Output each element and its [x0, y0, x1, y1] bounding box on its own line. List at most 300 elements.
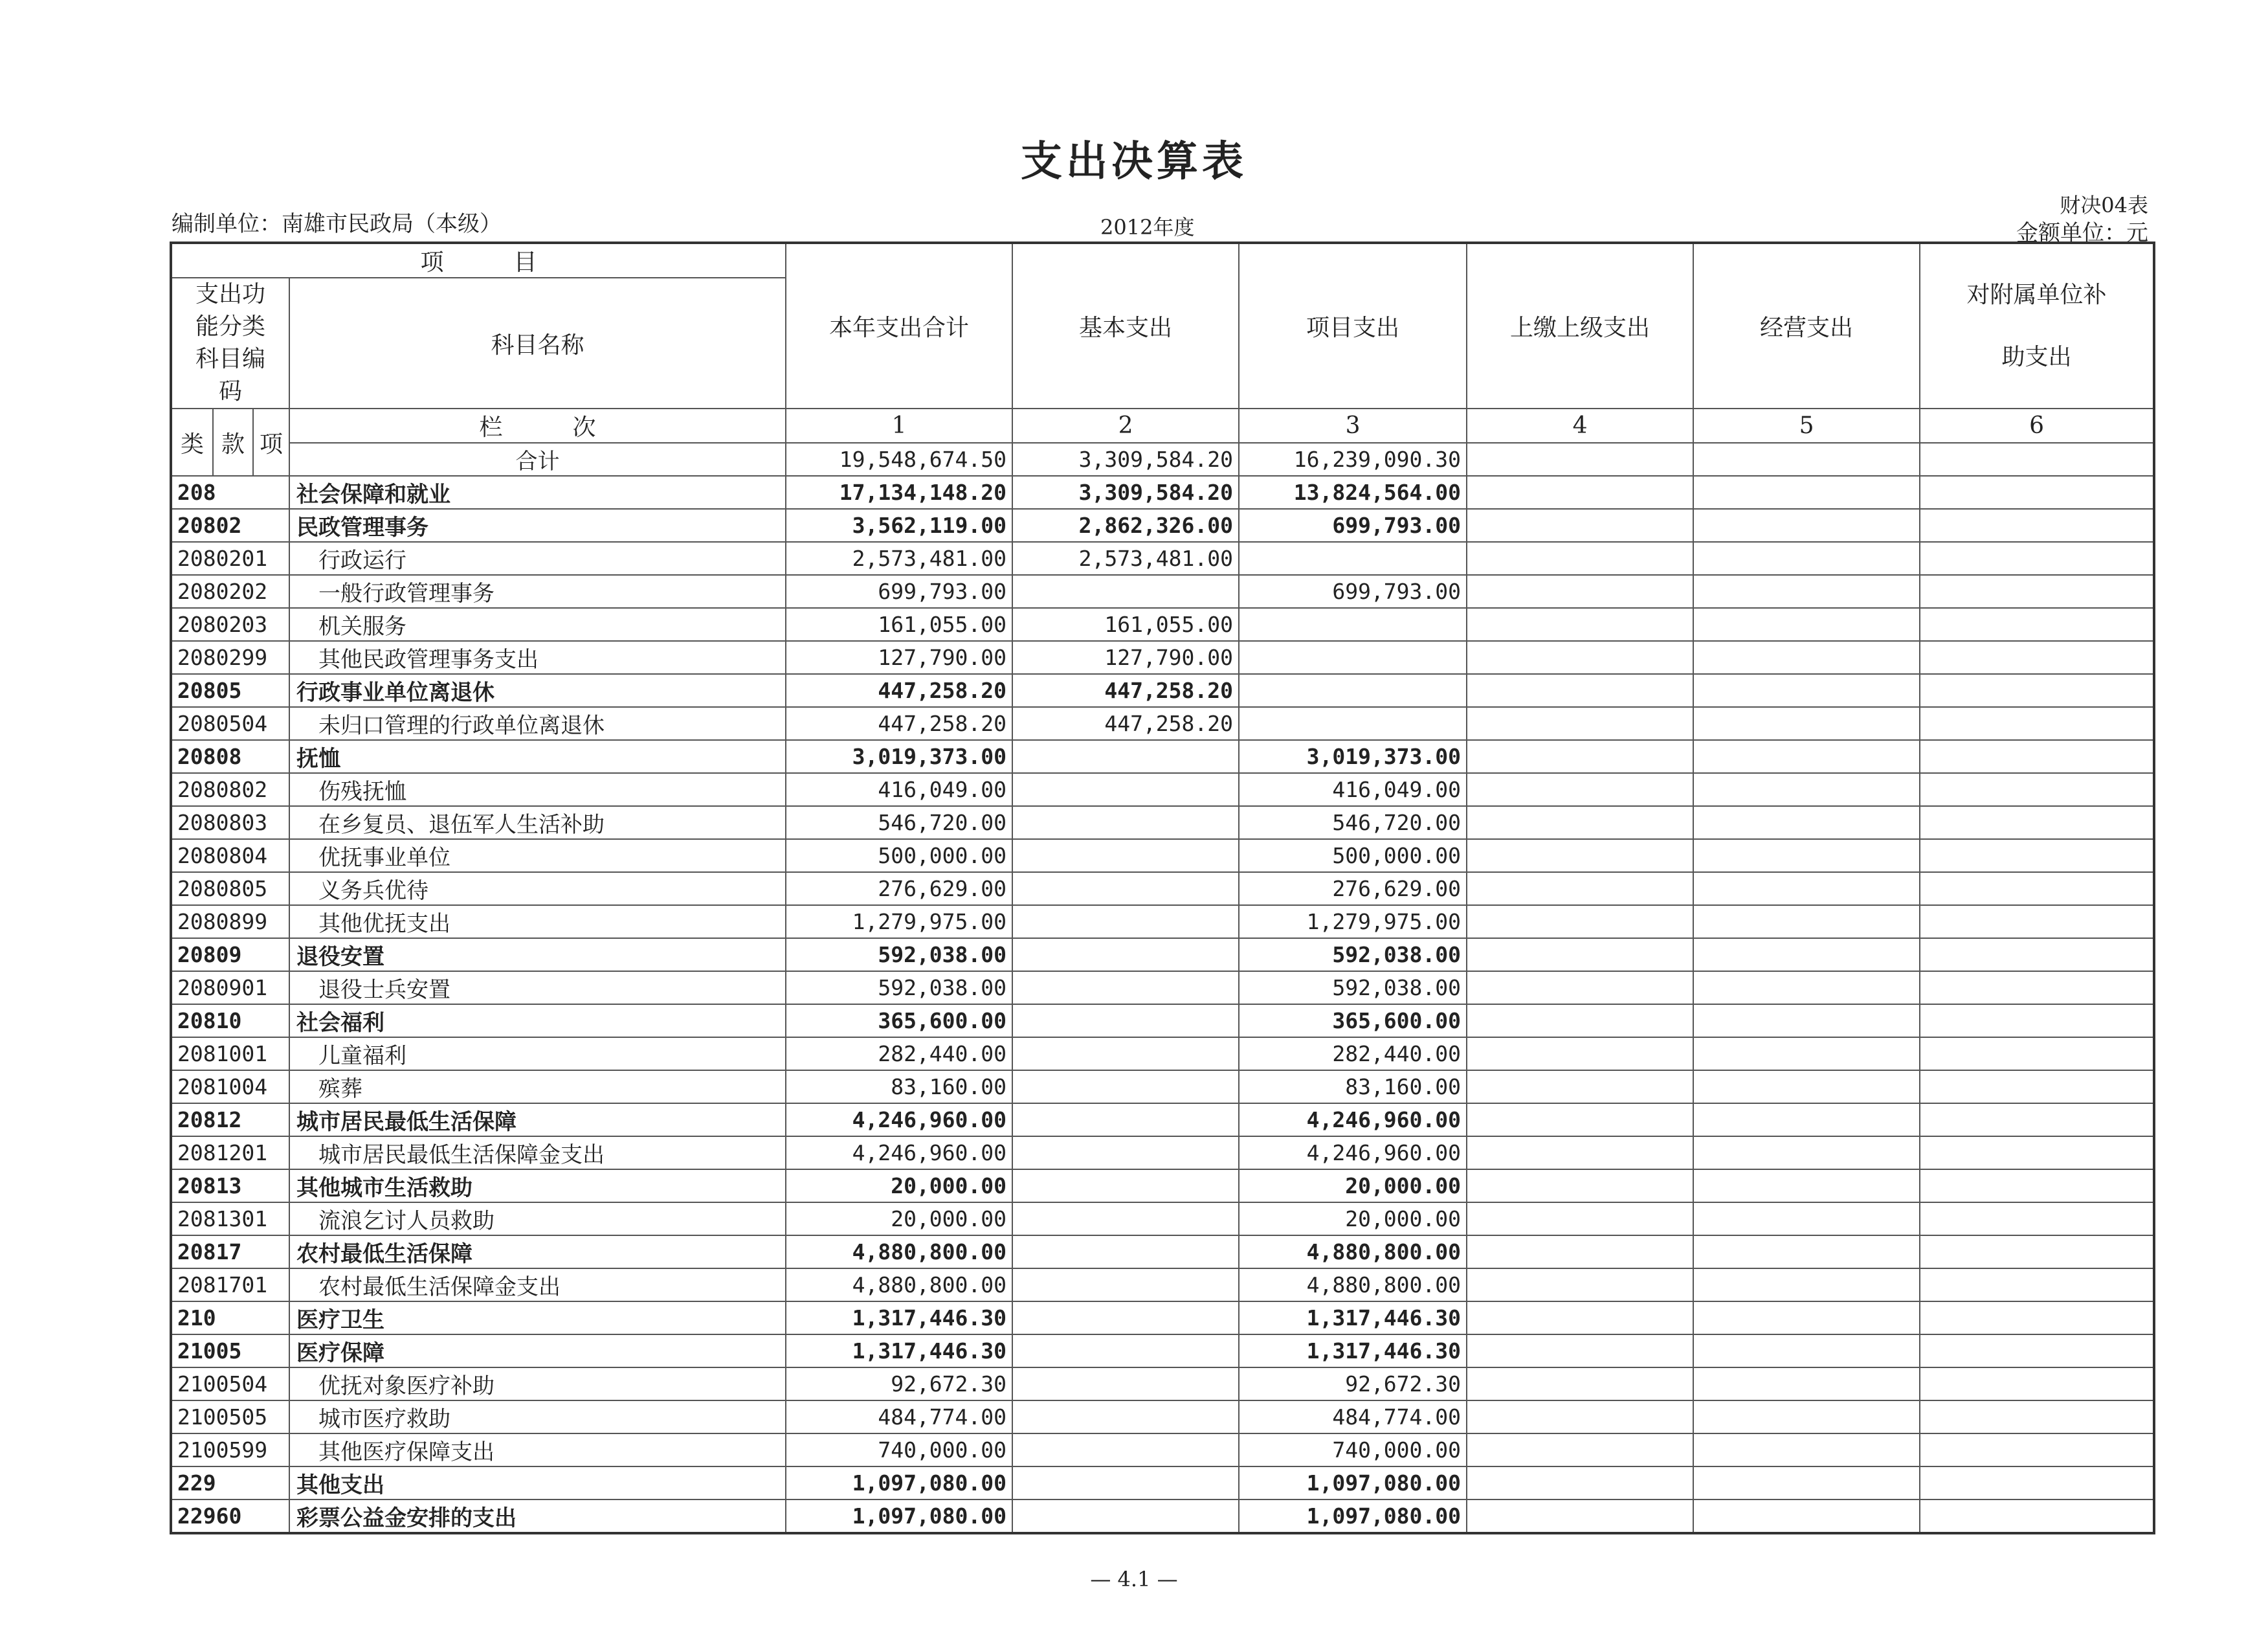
- basic-expenditure: [1012, 1334, 1239, 1367]
- subsidy-expenditure: [1920, 839, 2154, 872]
- subject-name: 机关服务: [289, 608, 786, 641]
- operating-expenditure: [1693, 740, 1920, 773]
- col-number-6: 6: [1920, 409, 2154, 443]
- remit-expenditure: [1467, 1103, 1693, 1136]
- table-row: [171, 1037, 2154, 1070]
- total-col6: [1920, 443, 2154, 476]
- project-expenditure: 740,000.00: [1239, 1433, 1467, 1466]
- table-row: [171, 1268, 2154, 1301]
- operating-expenditure: [1693, 1433, 1920, 1466]
- total-expenditure: 4,246,960.00: [786, 1103, 1012, 1136]
- total-col3: 16,239,090.30: [1239, 443, 1467, 476]
- operating-expenditure: [1693, 1235, 1920, 1268]
- subsidy-expenditure: [1920, 1136, 2154, 1169]
- basic-expenditure: 2,862,326.00: [1012, 509, 1239, 542]
- subject-code: 2080901: [171, 971, 289, 1004]
- subject-code: 2100505: [171, 1400, 289, 1433]
- subject-code: 2080201: [171, 542, 289, 575]
- basic-expenditure: [1012, 1301, 1239, 1334]
- subject-name: 彩票公益金安排的支出: [289, 1499, 786, 1533]
- basic-expenditure: [1012, 938, 1239, 971]
- basic-expenditure: 2,573,481.00: [1012, 542, 1239, 575]
- basic-expenditure: [1012, 1433, 1239, 1466]
- subject-name: 退役安置: [289, 938, 786, 971]
- remit-expenditure: [1467, 938, 1693, 971]
- subject-code: 2080299: [171, 641, 289, 674]
- table-row: [171, 1004, 2154, 1037]
- subject-name: 在乡复员、退伍军人生活补助: [289, 806, 786, 839]
- remit-expenditure: [1467, 542, 1693, 575]
- subject-code: 20812: [171, 1103, 289, 1136]
- reporting-unit: 编制单位：南雄市民政局（本级）: [172, 211, 502, 237]
- total-col1: 19,548,674.50: [786, 443, 1012, 476]
- fiscal-year: 2012年度: [1100, 215, 1195, 240]
- subject-code: 2080504: [171, 707, 289, 740]
- project-expenditure: 1,317,446.30: [1239, 1334, 1467, 1367]
- subsidy-expenditure: [1920, 1268, 2154, 1301]
- operating-expenditure: [1693, 971, 1920, 1004]
- subsidy-expenditure: [1920, 476, 2154, 509]
- remit-expenditure: [1467, 971, 1693, 1004]
- subsidy-expenditure: [1920, 641, 2154, 674]
- basic-expenditure: [1012, 839, 1239, 872]
- subsidy-expenditure: [1920, 773, 2154, 806]
- total-expenditure: 699,793.00: [786, 575, 1012, 608]
- project-expenditure: 20,000.00: [1239, 1202, 1467, 1235]
- table-row: [171, 872, 2154, 905]
- operating-expenditure: [1693, 773, 1920, 806]
- subject-code: 2081004: [171, 1070, 289, 1103]
- table-row: [171, 773, 2154, 806]
- project-expenditure: 4,246,960.00: [1239, 1103, 1467, 1136]
- total-expenditure: 3,019,373.00: [786, 740, 1012, 773]
- money-unit: 金额单位：元: [2016, 220, 2148, 246]
- table-row: [171, 971, 2154, 1004]
- operating-expenditure: [1693, 938, 1920, 971]
- project-expenditure: 500,000.00: [1239, 839, 1467, 872]
- table-row: [171, 938, 2154, 971]
- basic-expenditure: 161,055.00: [1012, 608, 1239, 641]
- subject-name: 行政事业单位离退休: [289, 674, 786, 707]
- project-expenditure: 699,793.00: [1239, 509, 1467, 542]
- subsidy-expenditure: [1920, 1433, 2154, 1466]
- col-number-1: 1: [786, 409, 1012, 443]
- subject-name: 儿童福利: [289, 1037, 786, 1070]
- page-number: — 4.1 —: [1090, 1567, 1178, 1591]
- operating-expenditure: [1693, 1367, 1920, 1400]
- subject-code: 2080899: [171, 905, 289, 938]
- total-expenditure: 592,038.00: [786, 971, 1012, 1004]
- table-row: [171, 542, 2154, 575]
- header-col5: 经营支出: [1693, 243, 1920, 409]
- total-expenditure: 447,258.20: [786, 707, 1012, 740]
- remit-expenditure: [1467, 1301, 1693, 1334]
- page-title: 支出决算表: [1021, 137, 1247, 186]
- table-code: 财决04表: [2060, 193, 2148, 218]
- total-col5: [1693, 443, 1920, 476]
- total-expenditure: 83,160.00: [786, 1070, 1012, 1103]
- subsidy-expenditure: [1920, 1334, 2154, 1367]
- basic-expenditure: [1012, 1202, 1239, 1235]
- subsidy-expenditure: [1920, 1400, 2154, 1433]
- subject-name: 民政管理事务: [289, 509, 786, 542]
- total-col4: [1467, 443, 1693, 476]
- subject-name: 其他优抚支出: [289, 905, 786, 938]
- subsidy-expenditure: [1920, 608, 2154, 641]
- subject-code: 2100599: [171, 1433, 289, 1466]
- operating-expenditure: [1693, 839, 1920, 872]
- table-row: [171, 1433, 2154, 1466]
- remit-expenditure: [1467, 641, 1693, 674]
- project-expenditure: [1239, 542, 1467, 575]
- table-row: [171, 575, 2154, 608]
- subject-code: 208: [171, 476, 289, 509]
- basic-expenditure: [1012, 1235, 1239, 1268]
- table-row: [171, 476, 2154, 509]
- operating-expenditure: [1693, 575, 1920, 608]
- project-expenditure: 4,880,800.00: [1239, 1235, 1467, 1268]
- project-expenditure: 92,672.30: [1239, 1367, 1467, 1400]
- subject-name: 农村最低生活保障金支出: [289, 1268, 786, 1301]
- header-col1: 本年支出合计: [786, 243, 1012, 409]
- subject-code: 2081701: [171, 1268, 289, 1301]
- remit-expenditure: [1467, 806, 1693, 839]
- total-expenditure: 1,317,446.30: [786, 1334, 1012, 1367]
- subsidy-expenditure: [1920, 1169, 2154, 1202]
- basic-expenditure: 447,258.20: [1012, 674, 1239, 707]
- table-row: [171, 707, 2154, 740]
- subsidy-expenditure: [1920, 1367, 2154, 1400]
- basic-expenditure: [1012, 1103, 1239, 1136]
- operating-expenditure: [1693, 1202, 1920, 1235]
- remit-expenditure: [1467, 1268, 1693, 1301]
- basic-expenditure: [1012, 1400, 1239, 1433]
- subject-name: 其他民政管理事务支出: [289, 641, 786, 674]
- project-expenditure: 4,246,960.00: [1239, 1136, 1467, 1169]
- total-expenditure: 1,097,080.00: [786, 1466, 1012, 1499]
- table-row: [171, 1334, 2154, 1367]
- basic-expenditure: [1012, 905, 1239, 938]
- table-row: [171, 806, 2154, 839]
- total-expenditure: 2,573,481.00: [786, 542, 1012, 575]
- operating-expenditure: [1693, 1268, 1920, 1301]
- subject-code: 2081001: [171, 1037, 289, 1070]
- subject-code: 22960: [171, 1499, 289, 1533]
- table-row: [171, 905, 2154, 938]
- total-expenditure: 365,600.00: [786, 1004, 1012, 1037]
- total-expenditure: 1,317,446.30: [786, 1301, 1012, 1334]
- subsidy-expenditure: [1920, 674, 2154, 707]
- subject-name: 城市居民最低生活保障: [289, 1103, 786, 1136]
- subject-code: 2080802: [171, 773, 289, 806]
- header-kuan: 款: [213, 409, 253, 476]
- subject-name: 义务兵优待: [289, 872, 786, 905]
- table-row: [171, 839, 2154, 872]
- basic-expenditure: [1012, 1037, 1239, 1070]
- basic-expenditure: 127,790.00: [1012, 641, 1239, 674]
- col-number-4: 4: [1467, 409, 1693, 443]
- subject-code: 2080803: [171, 806, 289, 839]
- operating-expenditure: [1693, 1499, 1920, 1533]
- subject-code: 20805: [171, 674, 289, 707]
- subject-code: 20813: [171, 1169, 289, 1202]
- subject-name: 社会福利: [289, 1004, 786, 1037]
- total-expenditure: 592,038.00: [786, 938, 1012, 971]
- operating-expenditure: [1693, 806, 1920, 839]
- expenditure-table: [170, 241, 2155, 1534]
- subject-name: 社会保障和就业: [289, 476, 786, 509]
- subject-name: 一般行政管理事务: [289, 575, 786, 608]
- operating-expenditure: [1693, 476, 1920, 509]
- operating-expenditure: [1693, 1037, 1920, 1070]
- remit-expenditure: [1467, 476, 1693, 509]
- operating-expenditure: [1693, 1301, 1920, 1334]
- project-expenditure: 592,038.00: [1239, 971, 1467, 1004]
- total-expenditure: 4,880,800.00: [786, 1235, 1012, 1268]
- subject-code: 20809: [171, 938, 289, 971]
- subsidy-expenditure: [1920, 575, 2154, 608]
- subject-code: 2081301: [171, 1202, 289, 1235]
- remit-expenditure: [1467, 1433, 1693, 1466]
- table-row: [171, 608, 2154, 641]
- total-expenditure: 447,258.20: [786, 674, 1012, 707]
- subject-name: 流浪乞讨人员救助: [289, 1202, 786, 1235]
- operating-expenditure: [1693, 1004, 1920, 1037]
- operating-expenditure: [1693, 509, 1920, 542]
- remit-expenditure: [1467, 740, 1693, 773]
- table-row: [171, 1202, 2154, 1235]
- remit-expenditure: [1467, 707, 1693, 740]
- operating-expenditure: [1693, 542, 1920, 575]
- operating-expenditure: [1693, 1136, 1920, 1169]
- subject-name: 城市医疗救助: [289, 1400, 786, 1433]
- table-row: [171, 1499, 2154, 1533]
- total-expenditure: 740,000.00: [786, 1433, 1012, 1466]
- subsidy-expenditure: [1920, 707, 2154, 740]
- subject-code: 20817: [171, 1235, 289, 1268]
- subsidy-expenditure: [1920, 1499, 2154, 1533]
- subsidy-expenditure: [1920, 1466, 2154, 1499]
- basic-expenditure: [1012, 1070, 1239, 1103]
- subject-code: 2080805: [171, 872, 289, 905]
- basic-expenditure: [1012, 1466, 1239, 1499]
- subsidy-expenditure: [1920, 1301, 2154, 1334]
- remit-expenditure: [1467, 1367, 1693, 1400]
- subject-name: 其他医疗保障支出: [289, 1433, 786, 1466]
- header-col3: 项目支出: [1239, 243, 1467, 409]
- project-expenditure: 484,774.00: [1239, 1400, 1467, 1433]
- col-number-3: 3: [1239, 409, 1467, 443]
- project-expenditure: 592,038.00: [1239, 938, 1467, 971]
- subsidy-expenditure: [1920, 1103, 2154, 1136]
- basic-expenditure: [1012, 740, 1239, 773]
- total-expenditure: 4,246,960.00: [786, 1136, 1012, 1169]
- subject-code: 2100504: [171, 1367, 289, 1400]
- table-row: [171, 674, 2154, 707]
- operating-expenditure: [1693, 872, 1920, 905]
- table-row: [171, 641, 2154, 674]
- subject-code: 20802: [171, 509, 289, 542]
- total-expenditure: 3,562,119.00: [786, 509, 1012, 542]
- remit-expenditure: [1467, 839, 1693, 872]
- header-subject-name: 科目名称: [289, 278, 786, 409]
- subsidy-expenditure: [1920, 1004, 2154, 1037]
- subject-code: 2080202: [171, 575, 289, 608]
- project-expenditure: [1239, 674, 1467, 707]
- basic-expenditure: [1012, 773, 1239, 806]
- basic-expenditure: [1012, 806, 1239, 839]
- header-col2: 基本支出: [1012, 243, 1239, 409]
- table-row: [171, 509, 2154, 542]
- subject-code: 210: [171, 1301, 289, 1334]
- subject-code: 2080804: [171, 839, 289, 872]
- remit-expenditure: [1467, 674, 1693, 707]
- header-lanci: 栏 次: [289, 409, 786, 443]
- remit-expenditure: [1467, 773, 1693, 806]
- subject-code: 229: [171, 1466, 289, 1499]
- project-expenditure: 282,440.00: [1239, 1037, 1467, 1070]
- subject-name: 行政运行: [289, 542, 786, 575]
- operating-expenditure: [1693, 641, 1920, 674]
- subject-code: 2081201: [171, 1136, 289, 1169]
- subject-name: 伤残抚恤: [289, 773, 786, 806]
- basic-expenditure: [1012, 1367, 1239, 1400]
- remit-expenditure: [1467, 575, 1693, 608]
- table-row: [171, 1136, 2154, 1169]
- table-row: [171, 1301, 2154, 1334]
- project-expenditure: 4,880,800.00: [1239, 1268, 1467, 1301]
- remit-expenditure: [1467, 1037, 1693, 1070]
- subsidy-expenditure: [1920, 1070, 2154, 1103]
- subject-name: 退役士兵安置: [289, 971, 786, 1004]
- subsidy-expenditure: [1920, 740, 2154, 773]
- subsidy-expenditure: [1920, 971, 2154, 1004]
- remit-expenditure: [1467, 1004, 1693, 1037]
- project-expenditure: 1,097,080.00: [1239, 1499, 1467, 1533]
- col-number-2: 2: [1012, 409, 1239, 443]
- subsidy-expenditure: [1920, 806, 2154, 839]
- basic-expenditure: [1012, 1268, 1239, 1301]
- subject-name: 城市居民最低生活保障金支出: [289, 1136, 786, 1169]
- total-expenditure: 4,880,800.00: [786, 1268, 1012, 1301]
- remit-expenditure: [1467, 1202, 1693, 1235]
- subsidy-expenditure: [1920, 872, 2154, 905]
- project-expenditure: 13,824,564.00: [1239, 476, 1467, 509]
- total-expenditure: 127,790.00: [786, 641, 1012, 674]
- remit-expenditure: [1467, 872, 1693, 905]
- operating-expenditure: [1693, 707, 1920, 740]
- project-expenditure: 20,000.00: [1239, 1169, 1467, 1202]
- operating-expenditure: [1693, 1400, 1920, 1433]
- remit-expenditure: [1467, 1499, 1693, 1533]
- project-expenditure: 365,600.00: [1239, 1004, 1467, 1037]
- subsidy-expenditure: [1920, 542, 2154, 575]
- basic-expenditure: [1012, 872, 1239, 905]
- subject-name: 优抚对象医疗补助: [289, 1367, 786, 1400]
- project-expenditure: 1,097,080.00: [1239, 1466, 1467, 1499]
- basic-expenditure: [1012, 1499, 1239, 1533]
- header-col6: 对附属单位补助支出: [1920, 243, 2154, 409]
- remit-expenditure: [1467, 1400, 1693, 1433]
- project-expenditure: 83,160.00: [1239, 1070, 1467, 1103]
- project-expenditure: 1,317,446.30: [1239, 1301, 1467, 1334]
- project-expenditure: [1239, 641, 1467, 674]
- subsidy-expenditure: [1920, 1235, 2154, 1268]
- basic-expenditure: [1012, 1169, 1239, 1202]
- subject-name: 未归口管理的行政单位离退休: [289, 707, 786, 740]
- subsidy-expenditure: [1920, 509, 2154, 542]
- subsidy-expenditure: [1920, 1202, 2154, 1235]
- header-xiang: 项: [253, 409, 289, 476]
- basic-expenditure: 447,258.20: [1012, 707, 1239, 740]
- remit-expenditure: [1467, 1070, 1693, 1103]
- operating-expenditure: [1693, 1103, 1920, 1136]
- subject-name: 农村最低生活保障: [289, 1235, 786, 1268]
- project-expenditure: 276,629.00: [1239, 872, 1467, 905]
- project-expenditure: 3,019,373.00: [1239, 740, 1467, 773]
- subsidy-expenditure: [1920, 938, 2154, 971]
- project-expenditure: 699,793.00: [1239, 575, 1467, 608]
- remit-expenditure: [1467, 608, 1693, 641]
- table-row: [171, 1367, 2154, 1400]
- table-row: [171, 1235, 2154, 1268]
- remit-expenditure: [1467, 1136, 1693, 1169]
- operating-expenditure: [1693, 1070, 1920, 1103]
- total-expenditure: 20,000.00: [786, 1169, 1012, 1202]
- basic-expenditure: 3,309,584.20: [1012, 476, 1239, 509]
- table-row: [171, 1400, 2154, 1433]
- subject-code: 20808: [171, 740, 289, 773]
- operating-expenditure: [1693, 1334, 1920, 1367]
- subject-name: 医疗卫生: [289, 1301, 786, 1334]
- table-row: [171, 740, 2154, 773]
- header-func-code: 支出功能分类科目编码: [171, 278, 289, 409]
- subject-name: 抚恤: [289, 740, 786, 773]
- total-col2: 3,309,584.20: [1012, 443, 1239, 476]
- total-expenditure: 17,134,148.20: [786, 476, 1012, 509]
- project-expenditure: 416,049.00: [1239, 773, 1467, 806]
- operating-expenditure: [1693, 608, 1920, 641]
- subsidy-expenditure: [1920, 905, 2154, 938]
- subject-name: 优抚事业单位: [289, 839, 786, 872]
- total-expenditure: 282,440.00: [786, 1037, 1012, 1070]
- operating-expenditure: [1693, 1169, 1920, 1202]
- total-expenditure: 546,720.00: [786, 806, 1012, 839]
- col-number-5: 5: [1693, 409, 1920, 443]
- subject-name: 其他支出: [289, 1466, 786, 1499]
- header-lei: 类: [171, 409, 213, 476]
- operating-expenditure: [1693, 905, 1920, 938]
- table-row: [171, 1070, 2154, 1103]
- total-expenditure: 1,279,975.00: [786, 905, 1012, 938]
- header-col4: 上缴上级支出: [1467, 243, 1693, 409]
- table-row: [171, 1466, 2154, 1499]
- operating-expenditure: [1693, 1466, 1920, 1499]
- total-label: 合计: [289, 443, 786, 476]
- header-xiangmu: 项 目: [171, 243, 786, 278]
- remit-expenditure: [1467, 1334, 1693, 1367]
- total-expenditure: 416,049.00: [786, 773, 1012, 806]
- total-expenditure: 161,055.00: [786, 608, 1012, 641]
- table-row: [171, 1103, 2154, 1136]
- table-row: [171, 1169, 2154, 1202]
- remit-expenditure: [1467, 905, 1693, 938]
- total-expenditure: 92,672.30: [786, 1367, 1012, 1400]
- project-expenditure: 546,720.00: [1239, 806, 1467, 839]
- total-expenditure: 1,097,080.00: [786, 1499, 1012, 1533]
- total-row: [171, 443, 2154, 476]
- subject-code: 20810: [171, 1004, 289, 1037]
